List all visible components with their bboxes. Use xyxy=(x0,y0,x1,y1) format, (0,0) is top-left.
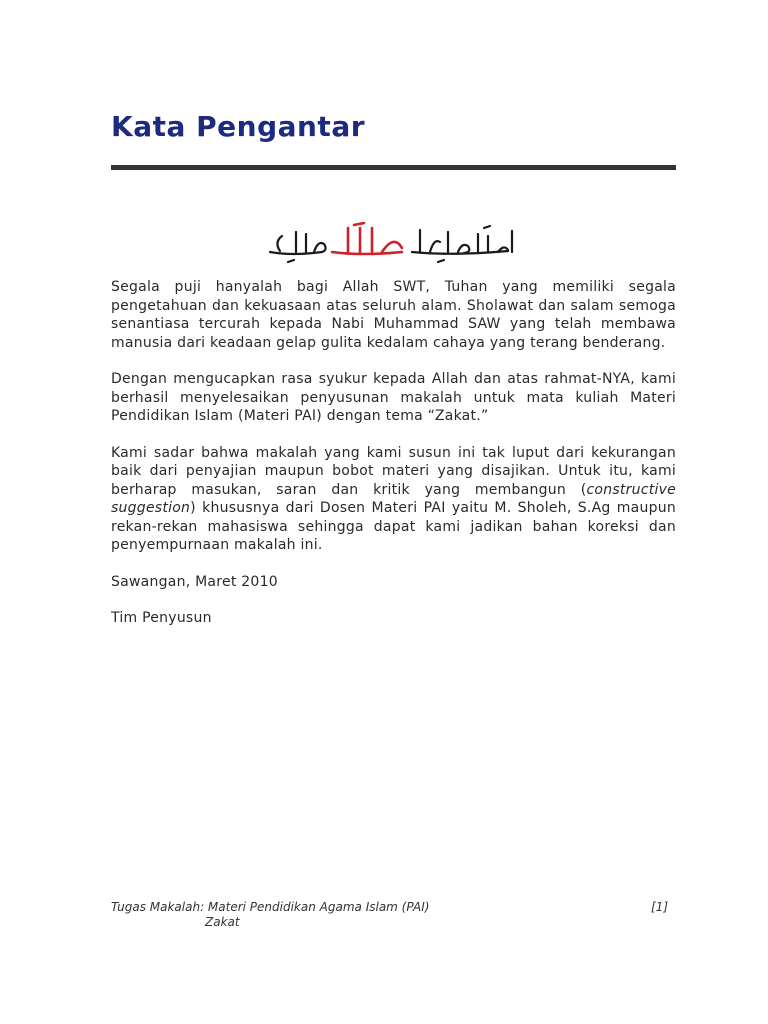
basmalah-allah-stroke xyxy=(382,242,402,252)
paragraph-feedback-emphasis: constructive suggestion xyxy=(111,481,676,516)
paragraph-opening: Segala puji hanyalah bagi Allah SWT, Tuhan yang memiliki segala pengetahuan dan kekuasaan atas seluruh alam. Sholawat dan salam semoga senantiasa tercurah kepada Nabi Muhammad SAW yang telah membawa manusia dari keadaan gelap gulita kedalam cahaya yang terang benderang. xyxy=(111,279,676,351)
paragraph-feedback-text: ) khususnya dari Dosen Materi PAI yaitu M. Sholeh, S.Ag maupun rekan-rekan mahasiswa sehingga dapat kami jadikan bahan koreksi dan penyempurnaan makalah ini. xyxy=(111,500,676,553)
basmalah-calligraphy xyxy=(262,222,524,268)
title-divider xyxy=(111,165,676,170)
paragraph-feedback-text: Kami sadar bahwa makalah yang kami susun ini tak luput dari kekurangan baik dari penyajian maupun bobot materi yang disajikan. Untuk itu, kami berharap masukan, saran dan kritik yang membangun ( xyxy=(111,444,676,498)
basmalah-stroke xyxy=(484,226,490,228)
letter-body xyxy=(111,278,676,646)
basmalah-stroke xyxy=(288,260,294,262)
basmalah-stroke xyxy=(314,243,326,252)
basmalah-allah-stroke xyxy=(354,223,364,225)
page-number: [1] xyxy=(651,900,668,914)
paragraph-feedback xyxy=(111,444,676,555)
place-date: Sawangan, Maret 2010 xyxy=(111,573,278,590)
basmalah-icon xyxy=(262,222,524,268)
footer-topic: Zakat xyxy=(205,915,240,929)
basmalah-allah-stroke xyxy=(332,252,402,254)
basmalah-stroke xyxy=(458,245,469,253)
signature: Tim Penyusun xyxy=(111,610,212,626)
page-footer xyxy=(111,900,676,930)
basmalah-stroke xyxy=(430,241,440,252)
page-title: Kata Pengantar xyxy=(111,110,366,143)
footer-course: Tugas Makalah: Materi Pendidikan Agama Islam (PAI) xyxy=(111,900,430,914)
basmalah-stroke xyxy=(412,251,508,254)
basmalah-stroke xyxy=(277,236,282,251)
paragraph-gratitude: Dengan mengucapkan rasa syukur kepada Allah dan atas rahmat-NYA, kami berhasil menyelesaikan penyusunan makalah untuk mata kuliah Materi Pendidikan Islam (Materi PAI) dengan tema “Zakat.” xyxy=(111,371,676,424)
basmalah-stroke xyxy=(438,260,444,262)
